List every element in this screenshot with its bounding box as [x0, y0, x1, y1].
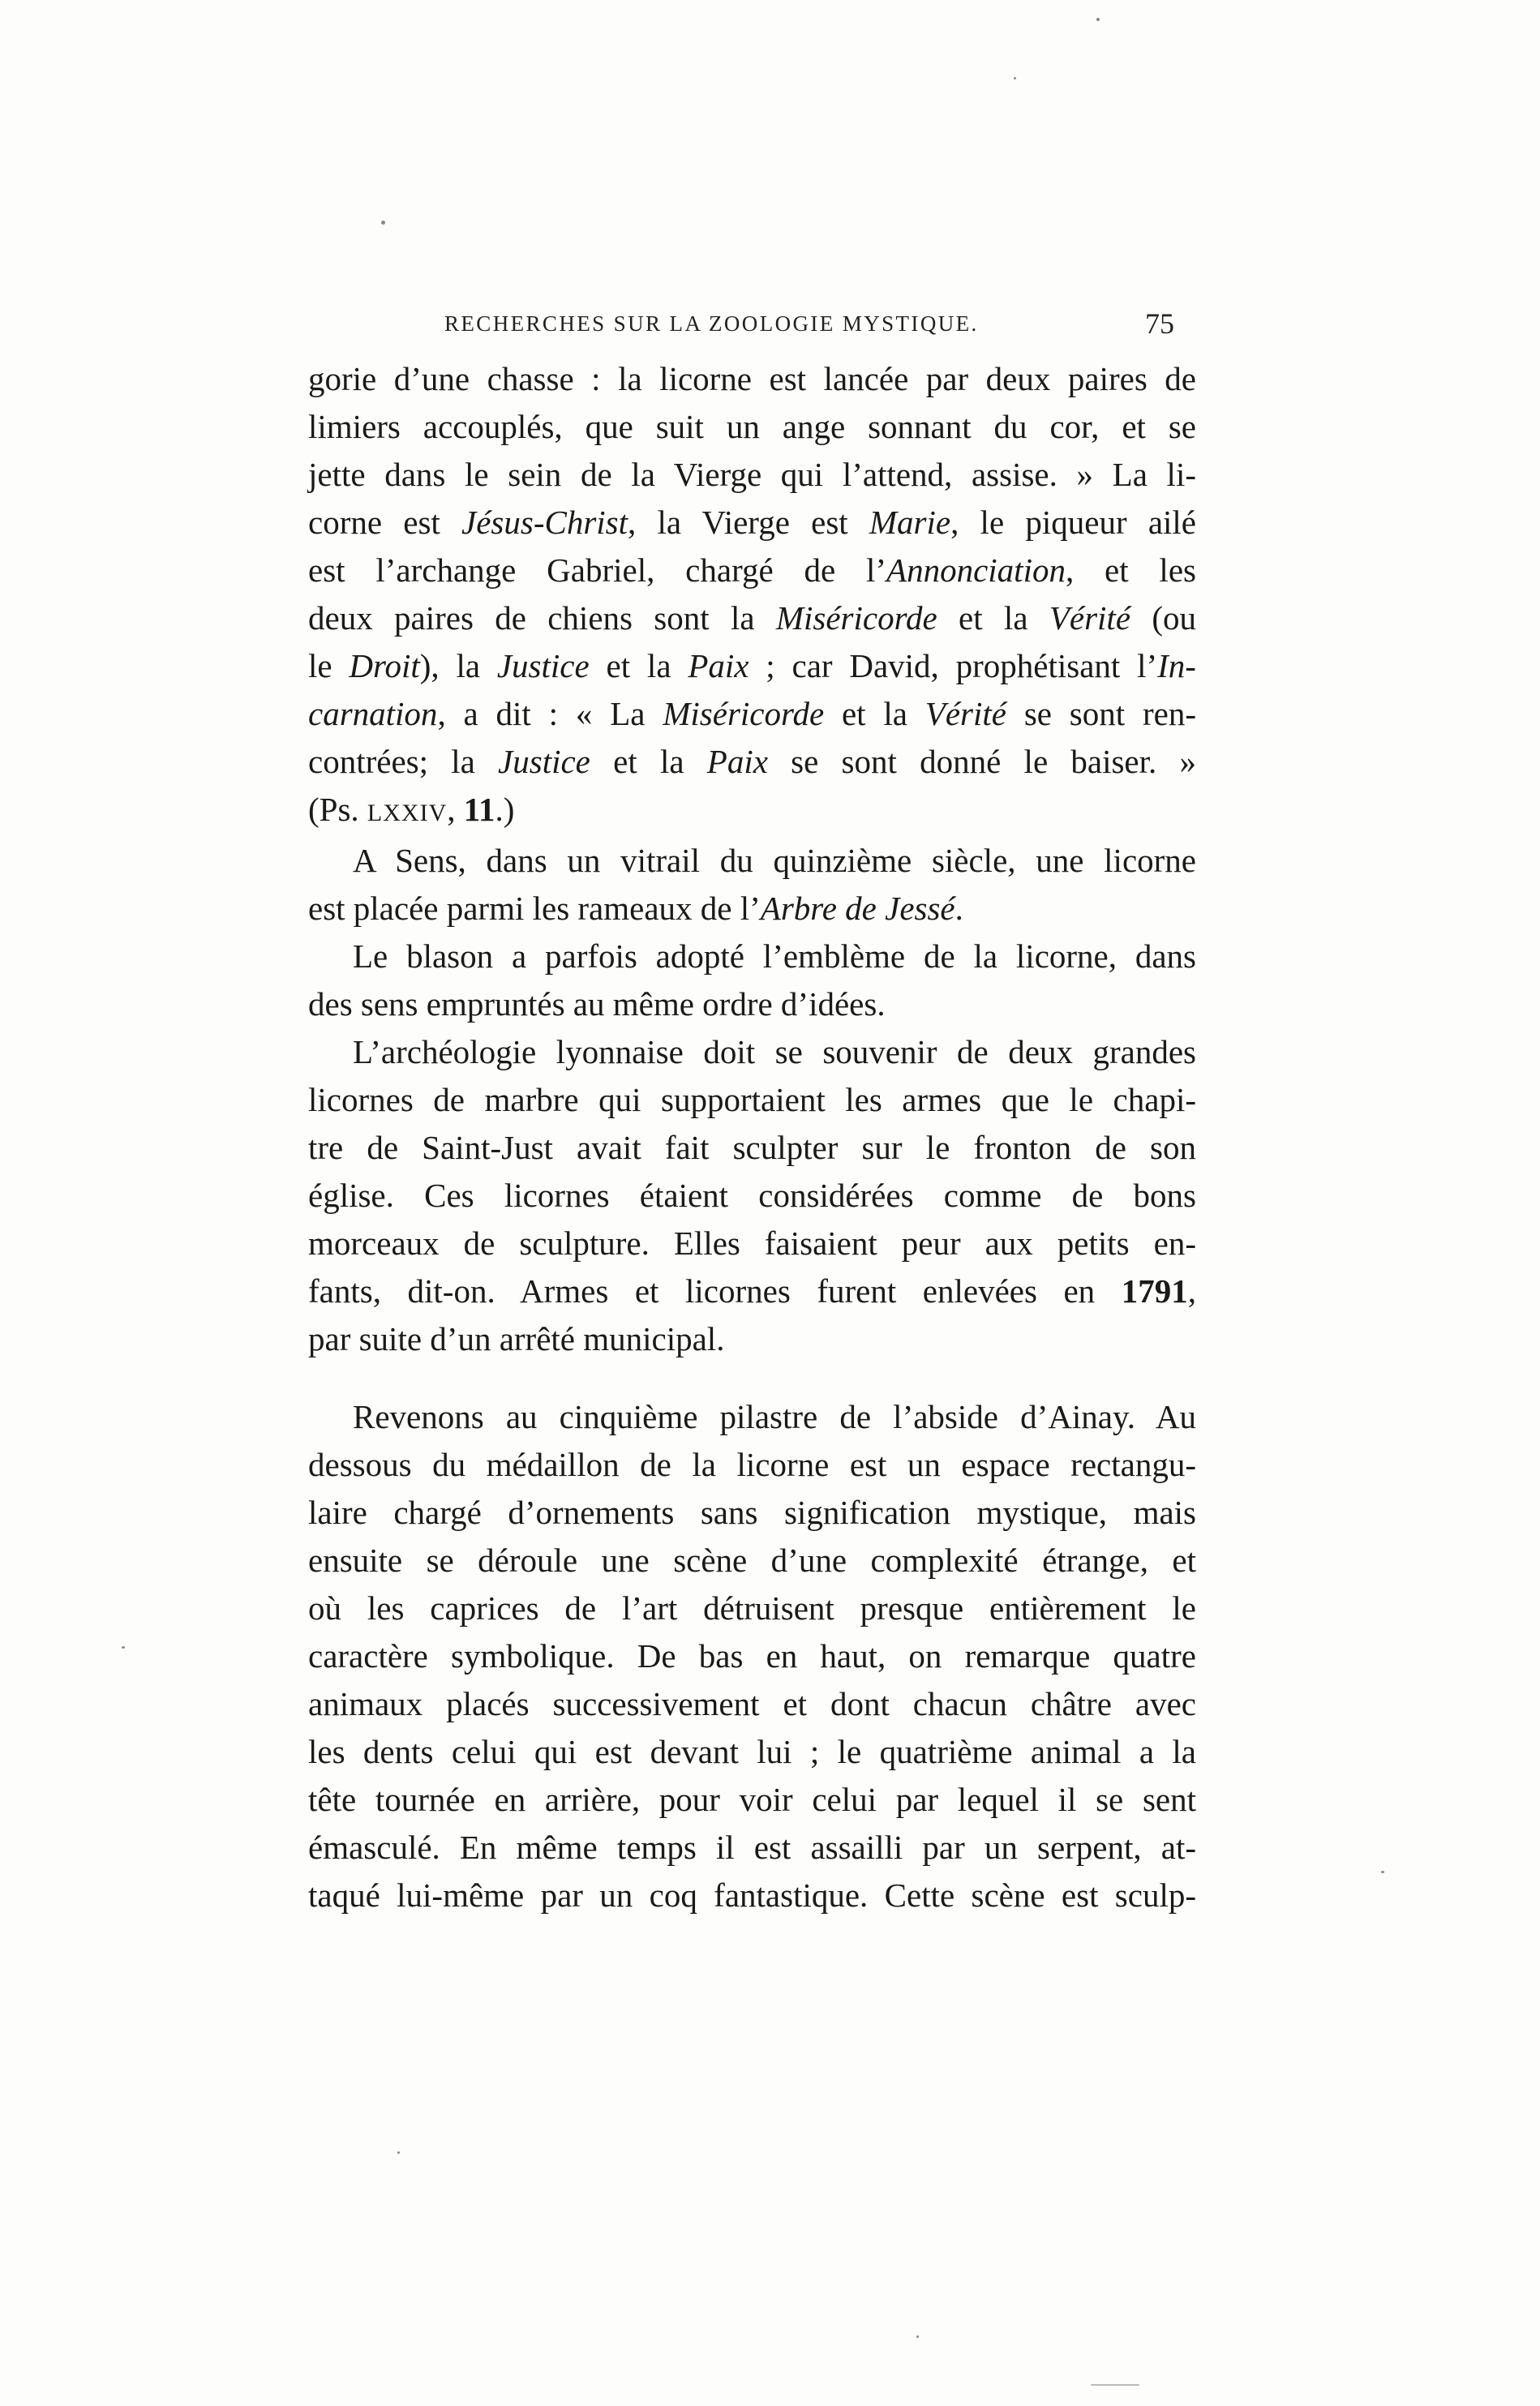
scan-speck — [1096, 18, 1100, 21]
text-line: Le blason a parfois adopté l’emblème de la licorne, dans — [353, 937, 1196, 975]
scan-speck — [916, 2335, 919, 2338]
text-line: le Droit), la Justice et la Paix ; car David, prophétisant l’In- — [308, 647, 1196, 684]
text-line: Revenons au cinquième pilastre de l’abside d’Ainay. Au — [353, 1398, 1196, 1435]
text-line: dessous du médaillon de la licorne est un espace rectangu- — [308, 1446, 1196, 1483]
text-line: animaux placés successivement et dont chacun châtre avec — [308, 1685, 1196, 1722]
text-line: par suite d’un arrêté municipal. — [308, 1320, 725, 1357]
text-line: taqué lui-même par un coq fantastique. Cette scène est sculp- — [308, 1876, 1196, 1914]
text-line: est placée parmi les rameaux de l’Arbre de Jessé. — [308, 890, 963, 927]
text-line: (Ps. LXXIV, 11.) — [308, 791, 515, 828]
scan-speck — [381, 221, 385, 225]
text-line: où les caprices de l’art détruisent presque entièrement le — [308, 1589, 1196, 1627]
text-line: tre de Saint-Just avait fait sculpter sur le fronton de son — [308, 1129, 1196, 1166]
paragraph-continuation — [308, 355, 1196, 834]
scan-speck — [1014, 77, 1016, 79]
paragraph-ainay — [308, 1393, 1196, 1919]
running-title: RECHERCHES SUR LA ZOOLOGIE MYSTIQUE. — [444, 311, 979, 336]
text-line: licornes de marbre qui supportaient les armes que le chapi- — [308, 1081, 1196, 1118]
running-head — [0, 307, 1540, 347]
text-line: L’archéologie lyonnaise doit se souvenir de deux grandes — [353, 1033, 1196, 1070]
text-line: limiers accouplés, que suit un ange sonnant du cor, et se — [308, 408, 1196, 445]
text-line: deux paires de chiens sont la Miséricorde et la Vérité (ou — [308, 599, 1196, 637]
text-line: laire chargé d’ornements sans signification mystique, mais — [308, 1494, 1196, 1531]
scan-speck — [122, 1646, 125, 1649]
text-line: tête tournée en arrière, pour voir celui par lequel il se sent — [308, 1781, 1196, 1818]
paragraph-sens — [308, 837, 1196, 933]
text-line: A Sens, dans un vitrail du quinzième siècle, une licorne — [353, 842, 1196, 879]
paragraph-lyonnaise — [308, 1028, 1196, 1363]
scan-speck — [397, 2151, 400, 2154]
text-line: morceaux de sculpture. Elles faisaient peur aux petits en- — [308, 1224, 1196, 1262]
text-line: émasculé. En même temps il est assailli par un serpent, at- — [308, 1829, 1196, 1866]
page-number: 75 — [1145, 307, 1174, 340]
text-line: est l’archange Gabriel, chargé de l’Annonciation, et les — [308, 551, 1196, 589]
text-line: caractère symbolique. De bas en haut, on remarque quatre — [308, 1637, 1196, 1675]
scan-speck — [1381, 1871, 1384, 1873]
scan-speck — [1091, 2384, 1139, 2386]
text-line: fants, dit-on. Armes et licornes furent enlevées en 1791, — [308, 1272, 1196, 1310]
text-line: les dents celui qui est devant lui ; le quatrième animal a la — [308, 1733, 1196, 1770]
text-line: église. Ces licornes étaient considérées comme de bons — [308, 1177, 1196, 1214]
text-line: contrées; la Justice et la Paix se sont donné le baiser. » — [308, 743, 1196, 780]
text-line: corne est Jésus-Christ, la Vierge est Marie, le piqueur ailé — [308, 504, 1196, 541]
text-line: jette dans le sein de la Vierge qui l’attend, assise. » La li- — [308, 456, 1196, 493]
text-line: gorie d’une chasse : la licorne est lancée par deux paires de — [308, 360, 1196, 397]
paragraph-blason — [308, 933, 1196, 1028]
text-line: carnation, a dit : « La Miséricorde et la Vérité se sont ren- — [308, 695, 1196, 732]
text-line: des sens empruntés au même ordre d’idées. — [308, 985, 886, 1023]
text-line: ensuite se déroule une scène d’une complexité étrange, et — [308, 1542, 1196, 1579]
